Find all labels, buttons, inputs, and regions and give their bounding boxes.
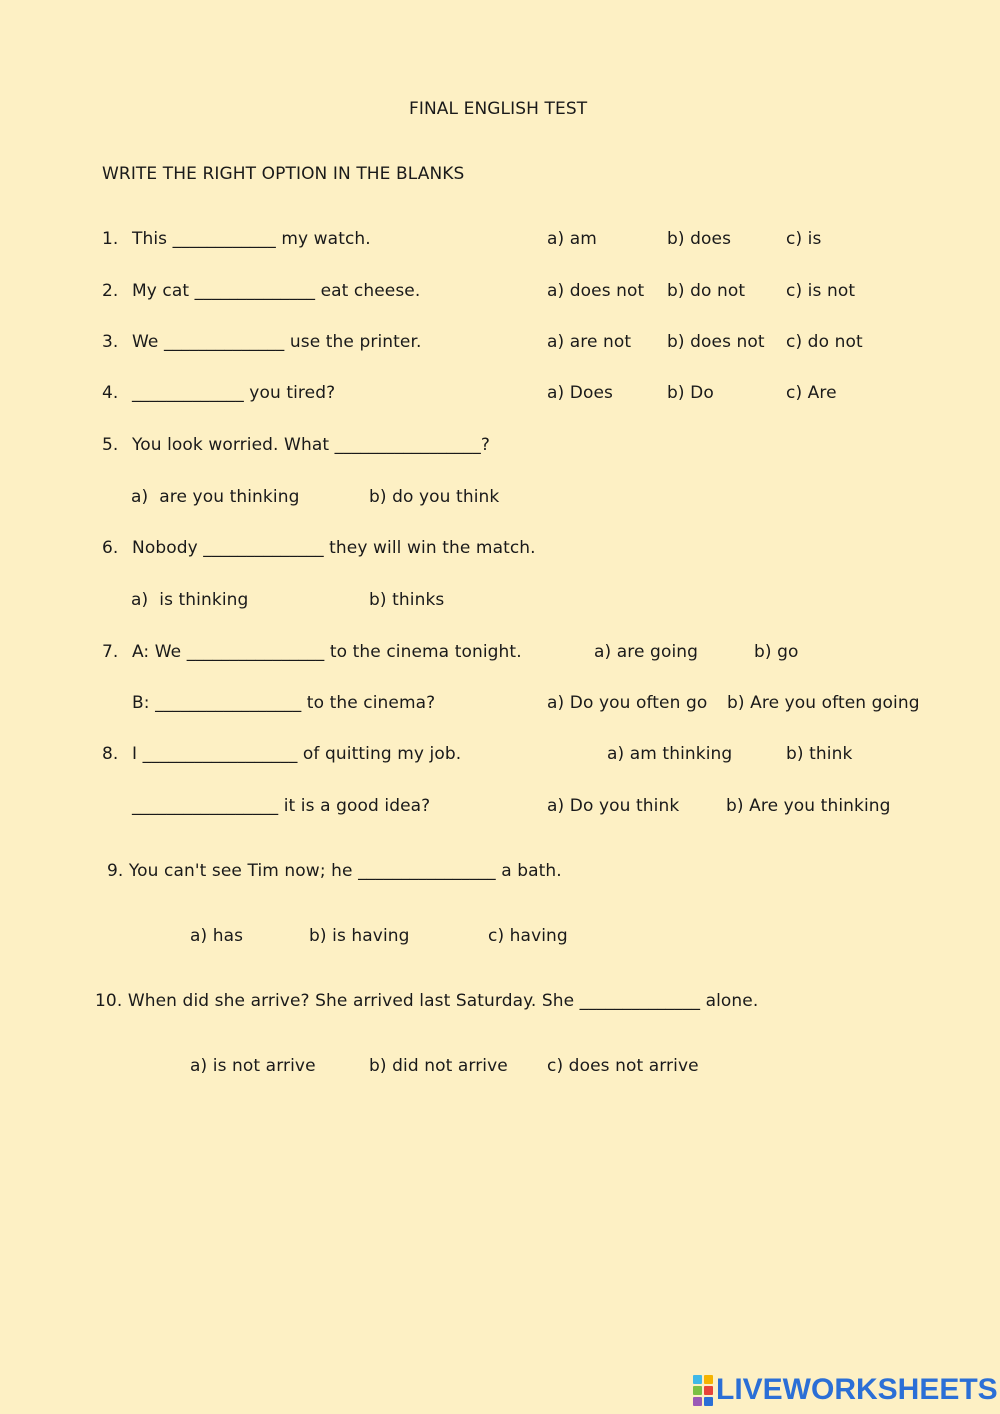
question-text-2: B: _________________ to the cinema? xyxy=(132,693,436,713)
instructions: WRITE THE RIGHT OPTION IN THE BLANKS xyxy=(102,164,465,184)
question-text: 9. You can't see Tim now; he ________________ a bath. xyxy=(107,861,562,881)
option-a: a) are you thinking xyxy=(131,487,300,507)
question-text-2: _________________ it is a good idea? xyxy=(132,796,431,816)
option-b: b) think xyxy=(786,744,853,764)
option-a: a) has xyxy=(190,926,244,946)
question-number: 8. xyxy=(102,744,119,764)
option-c: c) do not xyxy=(786,332,863,352)
option-a: a) is not arrive xyxy=(190,1056,316,1076)
option-a: a) does not xyxy=(547,281,645,301)
option-c: c) does not arrive xyxy=(547,1056,699,1076)
question-text: This ____________ my watch. xyxy=(132,229,371,249)
option-b: b) Do xyxy=(667,383,714,403)
logo-squares-icon xyxy=(693,1375,713,1406)
liveworksheets-logo xyxy=(693,1375,998,1405)
question-text: _____________ you tired? xyxy=(132,383,336,403)
question-number: 3. xyxy=(102,332,119,352)
option-b: b) is having xyxy=(309,926,410,946)
page-title: FINAL ENGLISH TEST xyxy=(409,99,588,119)
question-text: 10. When did she arrive? She arrived last Saturday. She ______________ alone. xyxy=(95,991,759,1011)
question-number: 5. xyxy=(102,435,119,455)
option-a: a) is thinking xyxy=(131,590,249,610)
option-b: b) did not arrive xyxy=(369,1056,508,1076)
option-c: c) is not xyxy=(786,281,856,301)
option-b: b) do not xyxy=(667,281,746,301)
question-number: 4. xyxy=(102,383,119,403)
option-b: b) Are you thinking xyxy=(726,796,891,816)
logo-text: LIVEWORKSHEETS xyxy=(716,1373,998,1406)
question-number: 2. xyxy=(102,281,119,301)
option-b: b) do you think xyxy=(369,487,500,507)
option-b: b) go xyxy=(754,642,799,662)
option-a: a) Do you often go xyxy=(547,693,708,713)
question-text: You look worried. What _________________? xyxy=(132,435,490,455)
question-text: Nobody ______________ they will win the match. xyxy=(132,538,536,558)
question-number: 1. xyxy=(102,229,119,249)
option-a: a) are going xyxy=(594,642,699,662)
option-c: c) is xyxy=(786,229,822,249)
option-b: b) does not xyxy=(667,332,765,352)
question-text: My cat ______________ eat cheese. xyxy=(132,281,421,301)
option-c: c) having xyxy=(488,926,568,946)
question-number: 7. xyxy=(102,642,119,662)
option-b: b) Are you often going xyxy=(727,693,920,713)
question-text: I __________________ of quitting my job. xyxy=(132,744,462,764)
option-c: c) Are xyxy=(786,383,837,403)
question-number: 6. xyxy=(102,538,119,558)
option-a: a) Does xyxy=(547,383,613,403)
question-text: We ______________ use the printer. xyxy=(132,332,422,352)
option-b: b) thinks xyxy=(369,590,445,610)
option-a: a) Do you think xyxy=(547,796,680,816)
option-b: b) does xyxy=(667,229,732,249)
option-a: a) am xyxy=(547,229,597,249)
option-a: a) are not xyxy=(547,332,632,352)
option-a: a) am thinking xyxy=(607,744,733,764)
question-text: A: We ________________ to the cinema tonight. xyxy=(132,642,522,662)
